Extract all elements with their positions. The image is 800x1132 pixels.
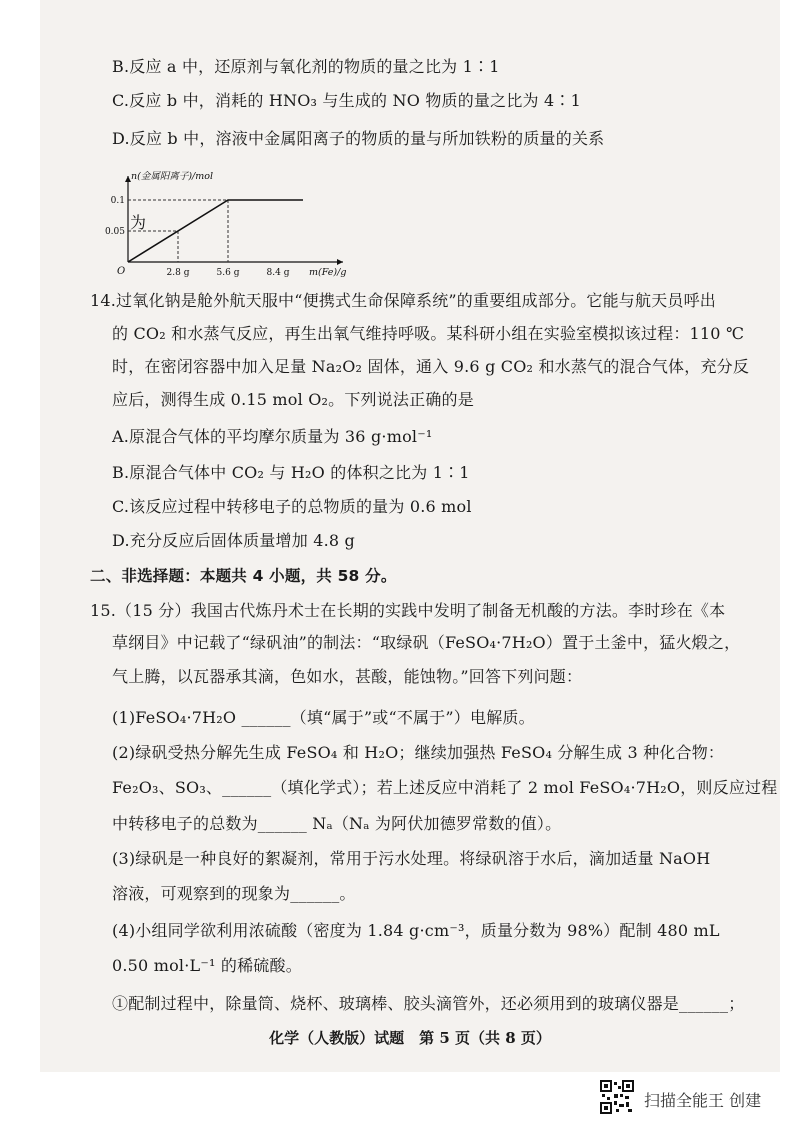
option-14-d: D.充分反应后固体质量增加 4.8 g — [112, 531, 356, 550]
question-14-line-2: 的 CO₂ 和水蒸气反应，再生出氧气维持呼吸。某科研小组在实验室模拟该过程：110 ℃ — [112, 324, 745, 343]
x-axis-label: m(Fe)/g — [309, 267, 347, 278]
question-15-part-2-line-2: Fe₂O₃、SO₃、______（填化学式）；若上述反应中消耗了 2 mol FeSO₄·7H₂O，则反应过程 — [112, 778, 778, 797]
origin-label: O — [117, 266, 126, 277]
question-15-part-3-line-1: (3)绿矾是一种良好的絮凝剂，常用于污水处理。将绿矾溶于水后，滴加适量 NaOH — [112, 849, 711, 868]
option-13-c: C.反应 b 中，消耗的 HNO₃ 与生成的 NO 物质的量之比为 4∶1 — [112, 91, 581, 110]
question-15-part-3-line-2: 溶液，可观察到的现象为______。 — [112, 884, 356, 903]
option-14-a: A.原混合气体的平均摩尔质量为 36 g·mol⁻¹ — [112, 427, 433, 446]
x-tick-label: 5.6 g — [216, 268, 240, 278]
page-footer: 化学（人教版）试题 第 5 页（共 8 页） — [269, 1029, 551, 1047]
question-14-line-1: 14.过氧化钠是舱外航天服中“便携式生命保障系统”的重要组成部分。它能与航天员呼出 — [90, 291, 717, 310]
question-15-line-3: 气上腾，以瓦器承其滴，色如水，甚酸，能蚀物。”回答下列问题： — [112, 667, 583, 686]
question-15-part-1: (1)FeSO₄·7H₂O ______（填“属于”或“不属于”）电解质。 — [112, 708, 535, 727]
exam-page — [40, 0, 780, 1072]
question-15-part-4-line-3: ①配制过程中，除量筒、烧杯、玻璃棒、胶头滴管外，还必须用到的玻璃仪器是______； — [112, 994, 745, 1013]
x-axis-arrow — [337, 259, 343, 265]
question-15-line-1: 15.（15 分）我国古代炼丹术士在长期的实践中发明了制备无机酸的方法。李时珍在《本 — [90, 601, 726, 620]
y-tick-label: 0.1 — [110, 196, 125, 206]
question-14-line-3: 时，在密闭容器中加入足量 Na₂O₂ 固体，通入 9.6 g CO₂ 和水蒸气的混合气体，充分反 — [112, 357, 750, 376]
question-15-part-4-line-1: (4)小组同学欲利用浓硫酸（密度为 1.84 g·cm⁻³，质量分数为 98%）配制 480 mL — [112, 921, 720, 940]
option-14-c: C.该反应过程中转移电子的总物质的量为 0.6 mol — [112, 497, 472, 516]
question-15-part-4-line-2: 0.50 mol·L⁻¹ 的稀硫酸。 — [112, 956, 302, 975]
option-13-d: D.反应 b 中，溶液中金属阳离子的物质的量与所加铁粉的质量的关系 — [112, 129, 605, 148]
scanner-watermark: 扫描全能王 创建 — [644, 1091, 762, 1110]
option-13-b: B.反应 a 中，还原剂与氧化剂的物质的量之比为 1∶1 — [112, 57, 500, 76]
question-15-part-2-line-3: 中转移电子的总数为______ Nₐ（Nₐ 为阿伏加德罗常数的值）。 — [112, 814, 562, 833]
question-15-part-2-line-1: (2)绿矾受热分解先生成 FeSO₄ 和 H₂O；继续加强热 FeSO₄ 分解生成 3 种化合物： — [112, 743, 725, 762]
iron-ion-chart — [104, 170, 356, 280]
qr-code-icon — [600, 1080, 634, 1114]
x-tick-label: 8.4 g — [266, 268, 290, 278]
x-tick-label: 2.8 g — [166, 268, 190, 278]
option-14-b: B.原混合气体中 CO₂ 与 H₂O 的体积之比为 1∶1 — [112, 463, 470, 482]
y-axis-label: n(金属阳离子)/mol — [131, 171, 213, 182]
option-13-d-tail: 为 — [130, 213, 147, 232]
question-15-line-2: 草纲目》中记载了“绿矾油”的制法：“取绿矾（FeSO₄·7H₂O）置于土釜中，猛火煅之， — [112, 633, 741, 652]
y-tick-label: 0.05 — [104, 227, 125, 237]
question-14-line-4: 应后，测得生成 0.15 mol O₂。下列说法正确的是 — [112, 390, 474, 409]
section-heading: 二、非选择题：本题共 4 小题，共 58 分。 — [90, 567, 397, 585]
